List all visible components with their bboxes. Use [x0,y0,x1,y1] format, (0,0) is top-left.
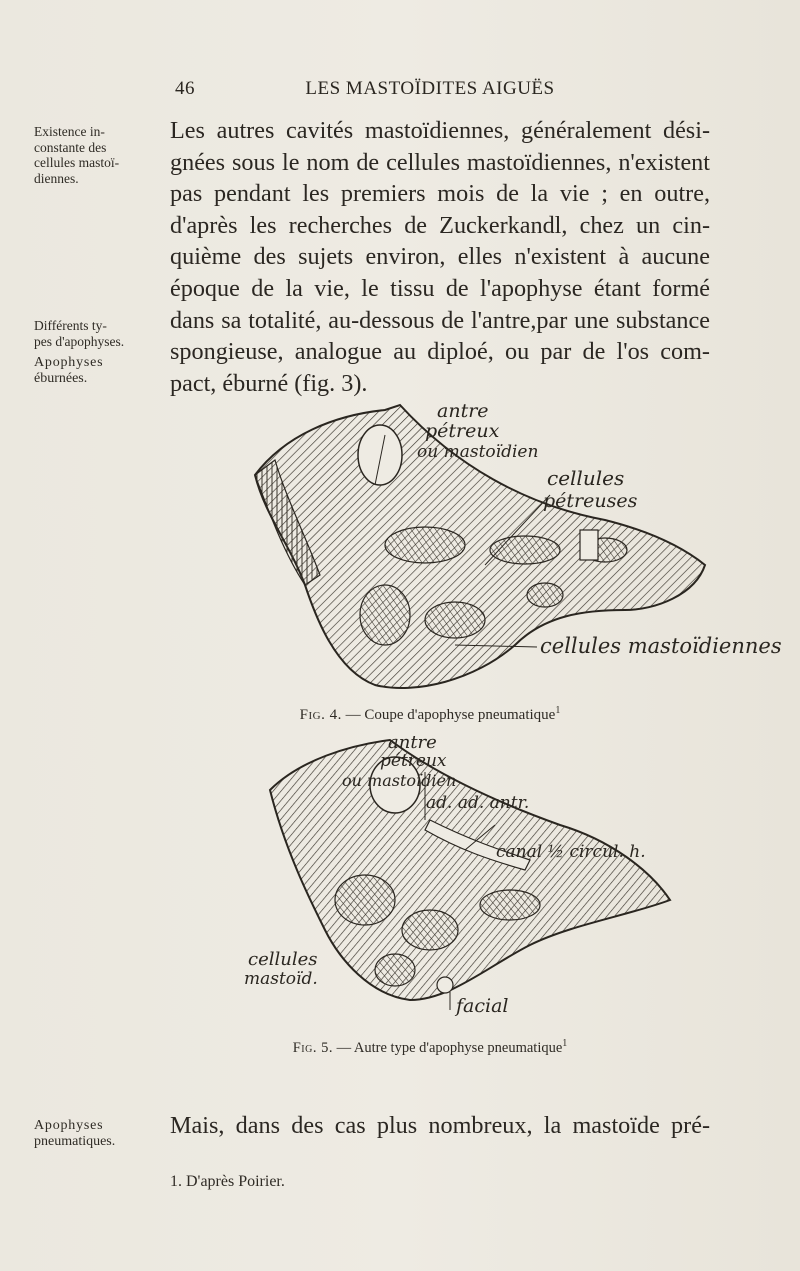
figure-4-caption [200,705,660,724]
text-line: quième des sujets environ, elles n'existent à aucune [170,243,710,271]
fig4-caption-note: 1 [555,705,561,716]
fig5-label-cellules: cellules [248,949,318,970]
paragraph-1 [170,115,710,399]
margin-note-line: constante des [34,139,107,155]
fig5-label-mastoid: mastoïd. [244,969,318,989]
margin-note-line: Apophyses [34,1118,104,1133]
facial-canal [437,977,453,993]
text-line: d'après les recherches de Zuckerkandl, chez un cin- [170,211,710,239]
fig5-caption-number: Fig. 5. [292,1039,333,1056]
fig4-label-petreux: pétreux [425,420,500,442]
fig4-label-cellules: cellules [547,466,625,490]
cell-cavity [425,602,485,638]
text-line: spongieuse, analogue au diploé, ou par de l'os com- [170,338,710,366]
canal-opening [580,530,598,560]
text-line: Les autres cavités mastoïdiennes, généralement dési- [170,117,710,144]
cell-cavity [490,536,560,564]
fig4-caption-number: Fig. 4. [299,707,342,723]
text-line: époque de la vie, le tissu de l'apophyse étant formé [170,274,710,302]
margin-note-line: éburnées. [34,370,88,386]
figure-5-caption [200,1038,660,1057]
fig5-label-facial: facial [456,995,509,1017]
margin-note-line: cellules mastoï- [34,155,120,170]
cell-cavity [385,527,465,563]
page-number: 46 [175,78,195,99]
margin-note-line: Apophyses [34,355,104,370]
bone-section-shape [270,740,670,1000]
margin-note-pneumatiques [34,1118,164,1149]
text-line: pas pendant les premiers mois de la vie ; en outre, [170,180,710,208]
fig5-label-antre: antre [388,732,437,753]
text-line: gnées sous le nom de cellules mastoïdiennes, n'existent [170,148,710,176]
fig4-caption-text: — Coupe d'apophyse pneumatique [345,707,556,723]
margin-note-line: pneumatiques. [34,1133,116,1149]
fig5-label-petreux: pétreux [380,751,447,771]
fig5-caption-text: — Autre type d'apophyse pneumatique [336,1039,563,1056]
antre-cavity [358,425,402,485]
margin-note-existence [34,124,164,186]
margin-note-line: diennes. [34,170,79,186]
running-title: LES MASTOÏDITES AIGUËS [305,78,555,99]
figure-5-illustration [230,730,730,1020]
cell-cavity [527,583,563,607]
margin-note-line: Existence in- [34,124,105,139]
margin-note-types [34,318,164,349]
cell-cavity [480,890,540,920]
fig5-label-ad-antr: ad. ad. antr. [426,793,530,813]
margin-note-eburnees [34,355,164,386]
fig4-label-petreuses: pétreuses [543,490,638,512]
cell-cavity [375,954,415,986]
cell-cavity [360,585,410,645]
fig5-label-mastoidien: ou mastoïdien [342,771,457,790]
cell-cavity [402,910,458,950]
margin-note-line: Différents ty- [34,318,107,333]
footnote: 1. D'après Poirier. [170,1173,285,1190]
fig4-label-mastoidien: ou mastoïdien [417,442,539,462]
text-line: dans sa totalité, au-dessous de l'antre,par une substance [170,306,710,334]
fig5-label-canal: canal ½ circul. h. [496,842,646,862]
paragraph-2 [170,1110,710,1142]
fig5-caption-note: 1 [562,1038,568,1049]
fig4-label-cellules-mastoidiennes: cellules mastoïdiennes [540,634,782,658]
running-head [175,78,695,100]
text-line: pact, éburné (fig. 3). [170,369,368,397]
cell-cavity [335,875,395,925]
figure-4-illustration [225,395,782,695]
margin-note-line: pes d'apophyses. [34,333,125,349]
text-line: Mais, dans des cas plus nombreux, la mastoïde pré- [170,1112,710,1139]
fig4-label-antre: antre [437,400,489,422]
